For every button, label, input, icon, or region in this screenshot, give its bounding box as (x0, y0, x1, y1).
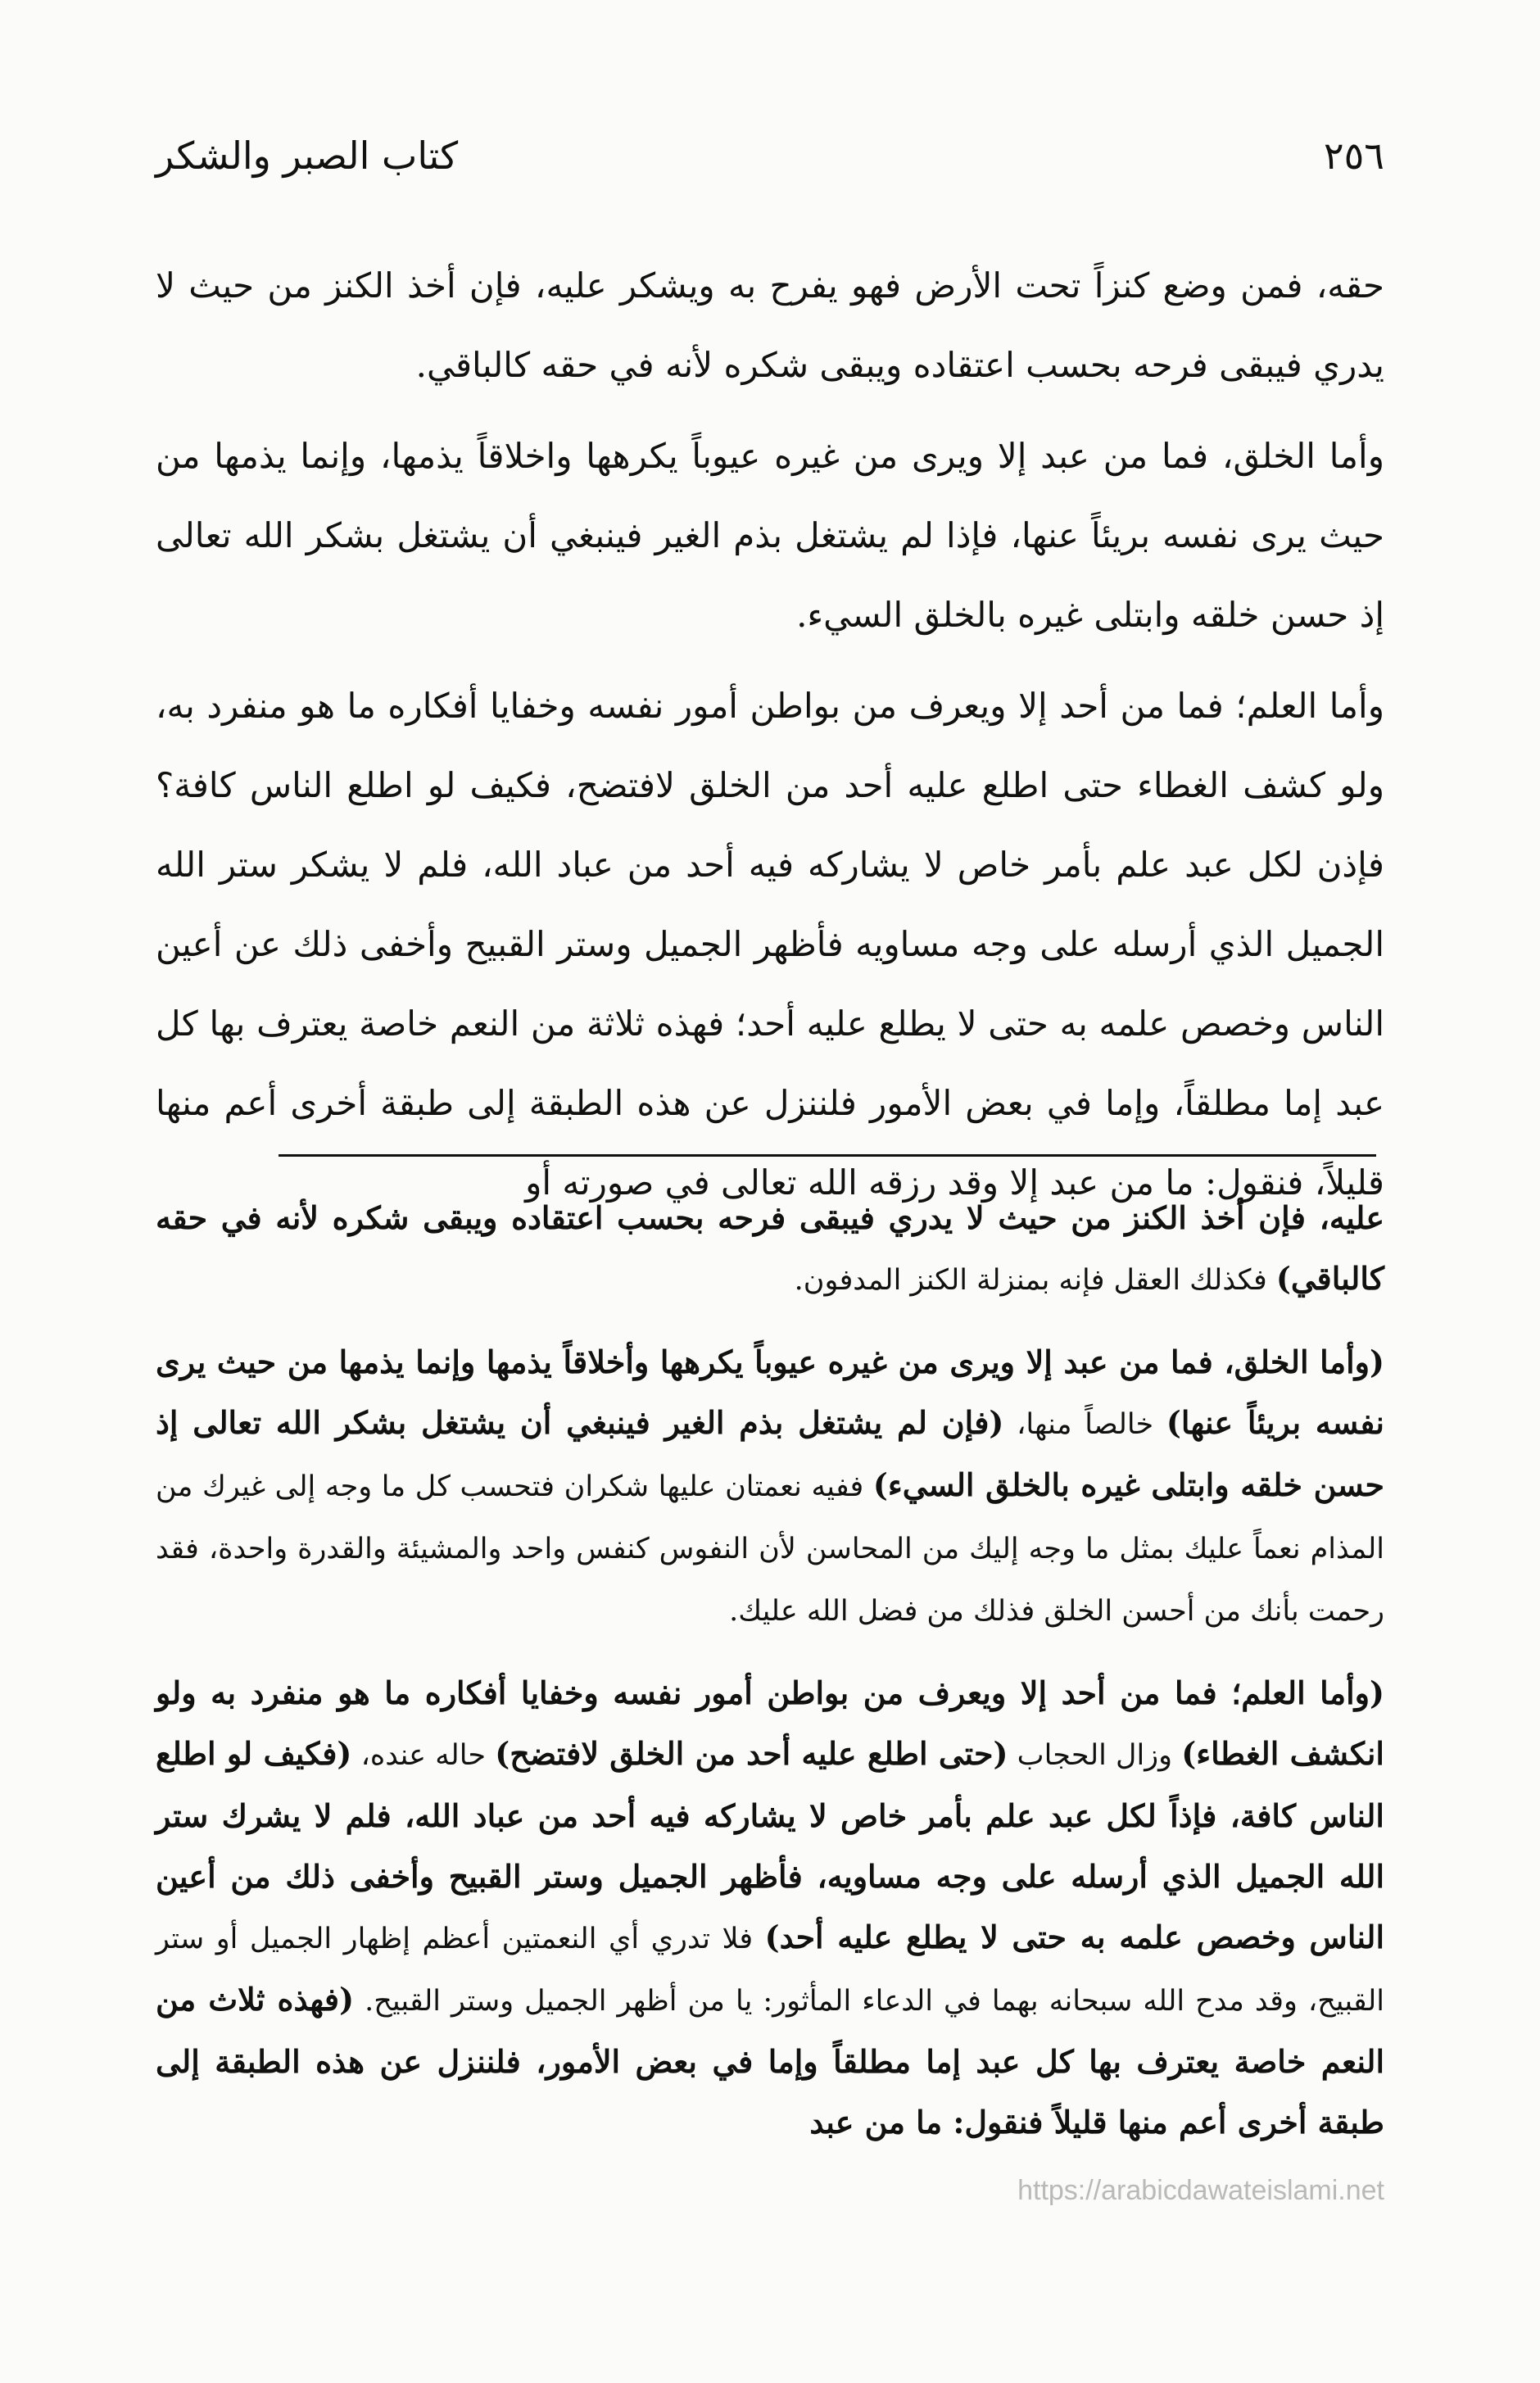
commentary-note: ففيه نعمتان عليها شكران فتحسب كل ما وجه إلى غيرك من المذام نعماً عليك بمثل ما وجه إليك من المحاسن لأن النفوس كنفس واحد والمشيئة والقدرة واحدة، فقد رحمت بأنك من أحسن الخلق فذلك من فضل الله عليك. (156, 1470, 1384, 1628)
commentary-note: وزال الحجاب (1008, 1739, 1182, 1772)
commentary-note: خالصاً منها، (1003, 1408, 1166, 1441)
commentary-quote: (فكيف لو اطلع الناس كافة، فإذاً لكل عبد علم بأمر خاص لا يشاركه فيه أحد من عباد الله، فلم لا يشرك ستر الله الجميل الذي أرسله على وجه مساويه، فأظهر الجميل وستر القبيح وأخفى ذلك من أعين الناس وخصص علمه به حتى لا يطلع عليه أحد) (156, 1735, 1384, 1955)
commentary-paragraph-2 (156, 1332, 1384, 1642)
commentary-quote: (حتى اطلع عليه أحد من الخلق لافتضح) (495, 1735, 1008, 1772)
commentary-note: فكذلك العقل فإنه بمنزلة الكنز المدفون. (794, 1264, 1276, 1297)
commentary-section (156, 1188, 1384, 2153)
page-number: ٢٥٦ (1323, 134, 1384, 178)
book-title: كتاب الصبر والشكر (156, 134, 459, 178)
main-paragraph-1: حقه، فمن وضع كنزاً تحت الأرض فهو يفرح به ويشكر عليه، فإن أخذ الكنز من حيث لا يدري فيبقى فرحه بحسب اعتقاده ويبقى شكره لأنه في حقه كالباقي. (156, 265, 1384, 385)
commentary-quote: (وأما العلم؛ فما من أحد إلا ويعرف من بواطن أمور نفسه وخفايا أفكاره ما هو منفرد به ولو انكشف الغطاء) (156, 1674, 1384, 1772)
main-text (156, 246, 1384, 1222)
commentary-quote: (وأما الخلق، فما من عبد إلا ويرى من غيره عيوباً يكرهها وأخلاقاً يذمها وإنما يذمها من حيث يرى نفسه بريئاً عنها) (156, 1343, 1384, 1441)
watermark-url: https://arabicdawateislami.net (1017, 2175, 1384, 2206)
commentary-quote: عليه، فإن أخذ الكنز من حيث لا يدري فيبقى فرحه بحسب اعتقاده ويبقى شكره لأنه في حقه كالباقي) (156, 1199, 1384, 1297)
commentary-paragraph-1 (156, 1188, 1384, 1311)
commentary-quote: (فإن لم يشتغل بذم الغير فينبغي أن يشتغل بشكر الله تعالى إذ حسن خلقه وابتلى غيره بالخلق السيء) (156, 1404, 1384, 1503)
commentary-quote: (فهذه ثلاث من النعم خاصة يعترف بها كل عبد إما مطلقاً وإما في بعض الأمور، فلننزل عن هذه الطبقة إلى طبقة أخرى أعم منها قليلاً فنقول: ما من عبد (156, 1981, 1384, 2141)
page-header (156, 123, 1384, 188)
footnote-divider (279, 1154, 1376, 1157)
main-paragraph-3: وأما العلم؛ فما من أحد إلا ويعرف من بواطن أمور نفسه وخفايا أفكاره ما هو منفرد به، ولو كشف الغطاء حتى اطلع عليه أحد من الخلق لافتضح، فكيف لو اطلع الناس كافة؟ فإذن لكل عبد علم بأمر خاص لا يشاركه فيه أحد من عباد الله، فلم لا يشكر ستر الله الجميل الذي أرسله على وجه مساويه فأظهر الجميل وستر القبيح وأخفى ذلك عن أعين الناس وخصص علمه به حتى لا يطلع عليه أحد؛ فهذه ثلاثة من النعم خاصة يعترف بها كل عبد إما مطلقاً، وإما في بعض الأمور فلننزل عن هذه الطبقة إلى طبقة أخرى أعم منها قليلاً، فنقول: ما من عبد إلا وقد رزقه الله تعالى في صورته أو (156, 686, 1384, 1203)
commentary-note: فلا تدري أي النعمتين أعظم إظهار الجميل أو ستر القبيح، وقد مدح الله سبحانه بهما في الدعاء المأثور: يا من أظهر الجميل وستر القبيح. (156, 1923, 1384, 2018)
commentary-paragraph-3 (156, 1663, 1384, 2153)
commentary-note: حاله عنده، (351, 1739, 496, 1772)
main-paragraph-2: وأما الخلق، فما من عبد إلا ويرى من غيره عيوباً يكرهها واخلاقاً يذمها، وإنما يذمها من حيث يرى نفسه بريئاً عنها، فإذا لم يشتغل بذم الغير فينبغي أن يشتغل بشكر الله تعالى إذ حسن خلقه وابتلى غيره بالخلق السيء. (156, 436, 1384, 635)
